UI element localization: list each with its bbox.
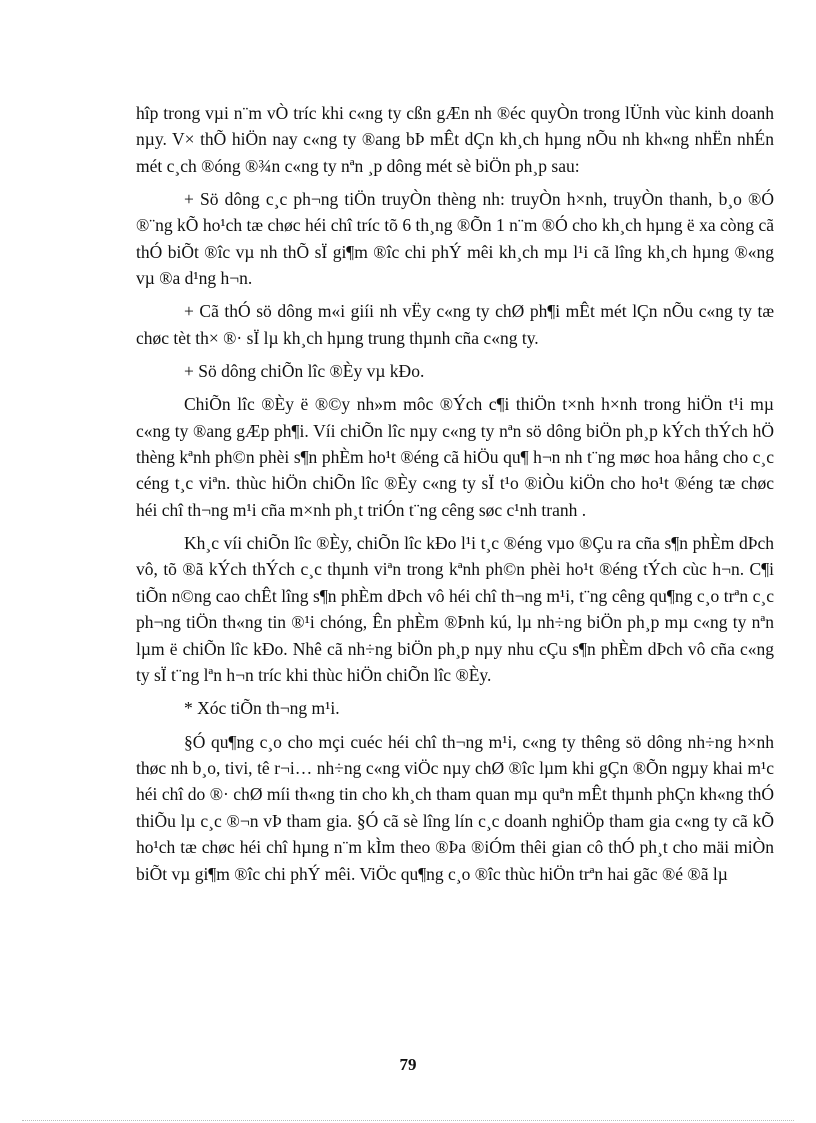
paragraph-2: + Sö dông c¸c ph¬ng tiÖn truyÒn thèng nh: truyÒn h×nh, truyÒn thanh, b¸o ®Ó ®¨ng kÕ ho¹ch tæ chøc héi chî tríc tõ 6 th¸ng ®Õn 1 n¨m ®Ó cho kh¸ch hµng ë xa còng cã thÓ biÕt ®îc vµ nh thÕ sÏ gi¶m ®îc chi phÝ mêi kh¸ch mµ l¹i cã lîng kh¸ch hµng ®«ng vµ ®a d¹ng h¬n. <box>136 189 774 289</box>
paragraph-7: * Xóc tiÕn th¬ng m¹i. <box>184 698 340 719</box>
paragraph-8: §Ó qu¶ng c¸o cho mçi cuéc héi chî th¬ng m¹i, c«ng ty thêng sö dông nh÷ng h×nh thøc nh b¸o, tivi, tê r¬i… nh÷ng c«ng viÖc nµy chØ ®îc lµm khi gÇn ®Õn ngµy khai m¹c héi chî do ®· chØ míi th«ng tin cho kh¸ch tham quan mµ quªn mÊt thµnh phÇn kh«ng thÓ thiÕu lµ c¸c ®¬n vÞ tham gia. §Ó cã sè lîng lín c¸c doanh nghiÖp tham gia c«ng ty cã kÕ ho¹ch tæ chøc héi chî hµng n¨m kÌm theo ®Þa ®iÓm thêi gian cô thÓ ph¸t cho mäi miÒn biÕt vµ gi¶m ®îc chi phÝ mêi. ViÖc qu¶ng c¸o ®îc thùc hiÖn trªn hai gãc ®é ®ã lµ <box>136 731 774 884</box>
paragraph-6: Kh¸c víi chiÕn lîc ®Èy, chiÕn lîc kÐo l¹i t¸c ®éng vµo ®Çu ra cña s¶n phÈm dÞch vô, tõ ®ã kÝch thÝch c¸c thµnh viªn trong kªnh ph©n phèi ho¹t ®éng tÝch cùc h¬n. C¶i tiÕn n©ng cao chÊt lîng s¶n phÈm dÞch vô héi chî th¬ng m¹i, t¨ng cêng qu¶ng c¸o trªn c¸c ph¬ng tiÖn th«ng tin ®¹i chóng, Ên phÈm ®Þnh kú, lµ nh÷ng biÖn ph¸p mµ c«ng ty nªn lµm ë chiÕn lîc kÐo. Nhê cã nh÷ng biÖn ph¸p nµy nhu cÇu s¶n phÈm dÞch vô cña c«ng ty sÏ t¨ng lªn h¬n tríc khi thùc hiÖn chiÕn lîc ®Èy. <box>136 533 774 686</box>
paragraph-5: ChiÕn lîc ®Èy ë ®©y nh»m môc ®Ých c¶i thiÖn t×nh h×nh trong hiÖn t¹i mµ c«ng ty ®ang gÆp ph¶i. Víi chiÕn lîc nµy c«ng ty nªn sö dông biÖn ph¸p kÝch thÝch hÖ thèng kªnh ph©n phèi s¶n phÈm ho¹t ®éng cã hiÖu qu¶ h¬n nh t¨ng møc hoa hång cho c¸c céng t¸c viªn. thùc hiÖn chiÕn lîc ®Èy c«ng ty sÏ t¹o ®iÒu kiÖn cho ho¹t ®éng tæ chøc héi chî th¬ng m¹i cña m×nh ph¸t triÓn t¨ng cêng søc c¹nh tranh . <box>136 394 774 520</box>
paragraph-4: + Sö dông chiÕn lîc ®Èy vµ kÐo. <box>184 361 425 382</box>
body-text <box>136 100 774 894</box>
page-number: 79 <box>399 1055 417 1074</box>
page-bottom-divider <box>22 1120 794 1121</box>
paragraph-1: hîp trong vµi n¨m vÒ tríc khi c«ng ty cßn gÆn nh ®éc quyÒn trong lÜnh vùc kinh doanh nµy. V× thÕ hiÖn nay c«ng ty ®ang bÞ mÊt dÇn kh¸ch hµng nÕu nh kh«ng nhËn nhÉn mét c¸ch ®óng ®¾n c«ng ty nªn ¸p dông mét sè biÖn ph¸p sau: <box>136 103 774 176</box>
paragraph-3: + Cã thÓ sö dông m«i giíi nh vËy c«ng ty chØ ph¶i mÊt mét lÇn nÕu c«ng ty tæ chøc tèt th× ®· sÏ lµ kh¸ch hµng trung thµnh cña c«ng ty. <box>136 301 774 348</box>
